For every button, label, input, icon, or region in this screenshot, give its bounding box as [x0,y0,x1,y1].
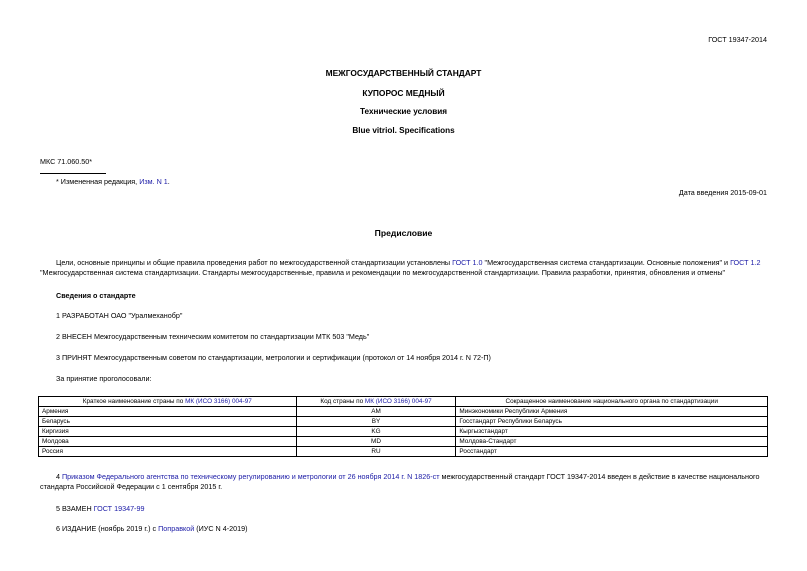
footnote-divider [40,173,106,174]
footnote [56,177,170,186]
foreword-heading: Предисловие [374,228,433,238]
table-row [39,417,768,427]
country-cell: Молдова [39,437,297,447]
standard-info-heading: Сведения о стандарте [56,291,136,300]
item-edition [56,524,248,533]
body-cell: Росстандарт [456,447,768,457]
item4-text: межгосударственный стандарт ГОСТ 19347-2014 введен в действие в качестве национального стандарта Российской Федерации с 1 сентября 2015 г. [40,472,760,491]
voting-states-table [38,396,768,457]
header-code: Код страны по МК (ИСО 3166) 004-97 [296,397,456,407]
foreword-intro [40,258,768,278]
gost-1-2-link[interactable]: ГОСТ 1.2 [730,258,761,267]
mk-iso-link[interactable]: МК (ИСО 3166) 004-97 [185,398,252,405]
code-cell: BY [296,417,456,427]
table-row [39,437,768,447]
mk-iso-link[interactable]: МК (ИСО 3166) 004-97 [364,398,432,405]
body-cell: Минэкономики Республики Армения [456,407,768,417]
country-cell: Киргизия [39,427,297,437]
subtitle-en: Blue vitriol. Specifications [352,126,455,135]
order-link[interactable]: Приказом Федерального агентства по техническому регулированию и метрологии от 26 ноября 2014 г. N 1826-ст [62,472,440,481]
gost-1-0-link[interactable]: ГОСТ 1.0 [452,258,483,267]
page-title: КУПОРОС МЕДНЫЙ [362,88,445,98]
code-cell: AM [296,407,456,417]
item6-suffix: (ИУС N 4-2019) [194,524,248,533]
item-replaces [56,504,144,513]
item4-prefix: 4 [56,472,62,481]
country-cell: Армения [39,407,297,417]
amendment-link[interactable]: Изм. N 1 [139,177,168,186]
intro-text-3: "Межгосударственная система стандартизации. Стандарты межгосударственные, правила и рекомендации по межгосударственной стандартизации. Правила разработки, принятия, обновления и отмены" [40,268,726,277]
footnote-suffix: . [167,177,170,186]
item-adopted: 3 ПРИНЯТ Межгосударственным советом по стандартизации, метрологии и сертификации (протокол от 14 ноября 2014 г. N 72-П) [56,353,491,362]
header-body: Сокращенное наименование национального органа по стандартизации [456,397,768,407]
item-introduced: 2 ВНЕСЕН Межгосударственным техническим комитетом по стандартизации МТК 503 "Медь" [56,332,370,341]
item-developed: 1 РАЗРАБОТАН ОАО "Уралмеханобр" [56,311,183,320]
item-enacted [40,472,768,492]
intro-date: Дата введения 2015-09-01 [678,188,767,197]
correction-link[interactable]: Поправкой [158,524,195,533]
body-cell: Кыргызстандарт [456,427,768,437]
intro-text-1: Цели, основные принципы и общие правила проведения работ по межгосударственной стандартизации установлены [56,258,453,267]
item5-prefix: 5 ВЗАМЕН [56,504,94,513]
body-cell: Молдова-Стандарт [456,437,768,447]
intro-text-2: "Межгосударственная система стандартизации. Основные положения" и [482,258,731,267]
header-country: Краткое наименование страны по МК (ИСО 3166) 004-97 [39,397,297,407]
mks-code: МКС 71.060.50* [40,157,93,166]
table-row [39,447,768,457]
gost-19347-99-link[interactable]: ГОСТ 19347-99 [93,504,145,513]
standard-type: МЕЖГОСУДАРСТВЕННЫЙ СТАНДАРТ [325,68,482,78]
code-cell: KG [296,427,456,437]
code-cell: MD [296,437,456,447]
footnote-prefix: * Измененная редакция, [56,177,140,186]
table-row [39,407,768,417]
table-header-row [39,397,768,407]
country-cell: Россия [39,447,297,457]
doc-code: ГОСТ 19347-2014 [708,35,767,44]
subtitle-ru: Технические условия [359,107,448,116]
country-cell: Беларусь [39,417,297,427]
code-cell: RU [296,447,456,457]
body-cell: Госстандарт Республики Беларусь [456,417,768,427]
voted-label: За принятие проголосовали: [56,374,152,383]
table-row [39,427,768,437]
item6-prefix: 6 ИЗДАНИЕ (ноябрь 2019 г.) с [56,524,159,533]
